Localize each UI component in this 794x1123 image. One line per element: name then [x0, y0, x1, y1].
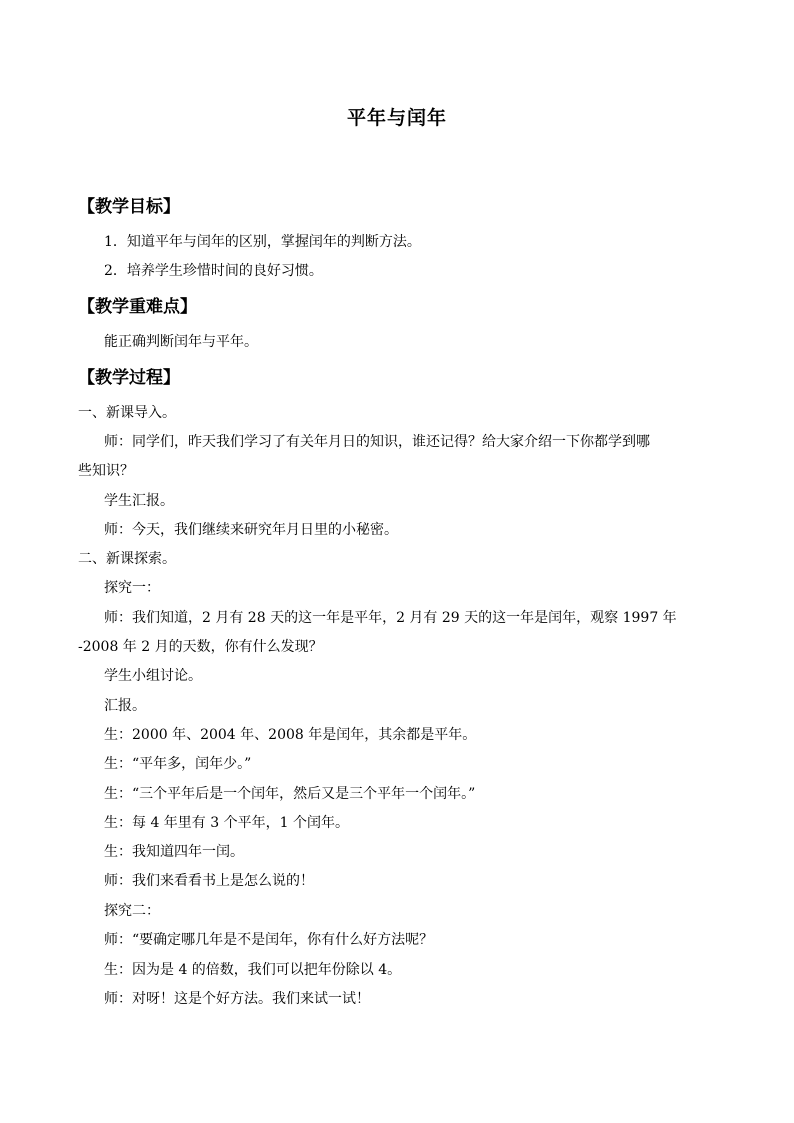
process-line: 探究二： [104, 903, 160, 919]
process-line: 师：今天，我们继续来研究年月日里的小秘密。 [104, 522, 398, 538]
section-heading-goals: 【教学目标】 [78, 197, 180, 217]
process-line: 汇报。 [104, 698, 146, 714]
goal-item: 1．知道平年与闰年的区别，掌握闰年的判断方法。 [104, 234, 421, 250]
process-line: 师：对呀！这是个好方法。我们来试一试！ [104, 991, 370, 1007]
process-line: 师：“要确定哪几年是不是闰年，你有什么好方法呢？ [104, 932, 434, 948]
process-line: 些知识？ [78, 463, 134, 479]
process-line: 学生小组讨论。 [104, 668, 202, 684]
section-heading-process: 【教学过程】 [78, 368, 180, 388]
process-line: 生：每 4 年里有 3 个平年，1 个闰年。 [104, 815, 349, 831]
process-line: 探究一： [104, 580, 160, 596]
process-line: -2008 年 2 月的天数，你有什么发现？ [78, 639, 323, 655]
process-line: 生：“平年多，闰年少。” [104, 756, 252, 772]
goal-item: 2．培养学生珍惜时间的良好习惯。 [104, 263, 323, 279]
document-title: 平年与闰年 [346, 107, 447, 129]
process-line: 生：“三个平年后是一个闰年，然后又是三个平年一个闰年。” [104, 786, 476, 802]
process-line: 师：我们知道，2 月有 28 天的这一年是平年，2 月有 29 天的这一年是闰年，观察 1997 年 [104, 610, 677, 626]
process-line: 生：因为是 4 的倍数，我们可以把年份除以 4。 [104, 962, 402, 978]
process-line: 一、新课导入。 [78, 405, 176, 421]
process-line: 师：我们来看看书上是怎么说的！ [104, 873, 314, 889]
process-line: 学生汇报。 [104, 493, 174, 509]
process-line: 二、新课探索。 [78, 551, 176, 567]
key-point-text: 能正确判断闰年与平年。 [104, 334, 258, 350]
section-heading-key-points: 【教学重难点】 [78, 297, 197, 317]
process-line: 师：同学们，昨天我们学习了有关年月日的知识，谁还记得？给大家介绍一下你都学到哪 [104, 434, 650, 450]
process-line: 生：2000 年、2004 年、2008 年是闰年，其余都是平年。 [104, 727, 477, 743]
process-line: 生：我知道四年一闰。 [104, 844, 244, 860]
